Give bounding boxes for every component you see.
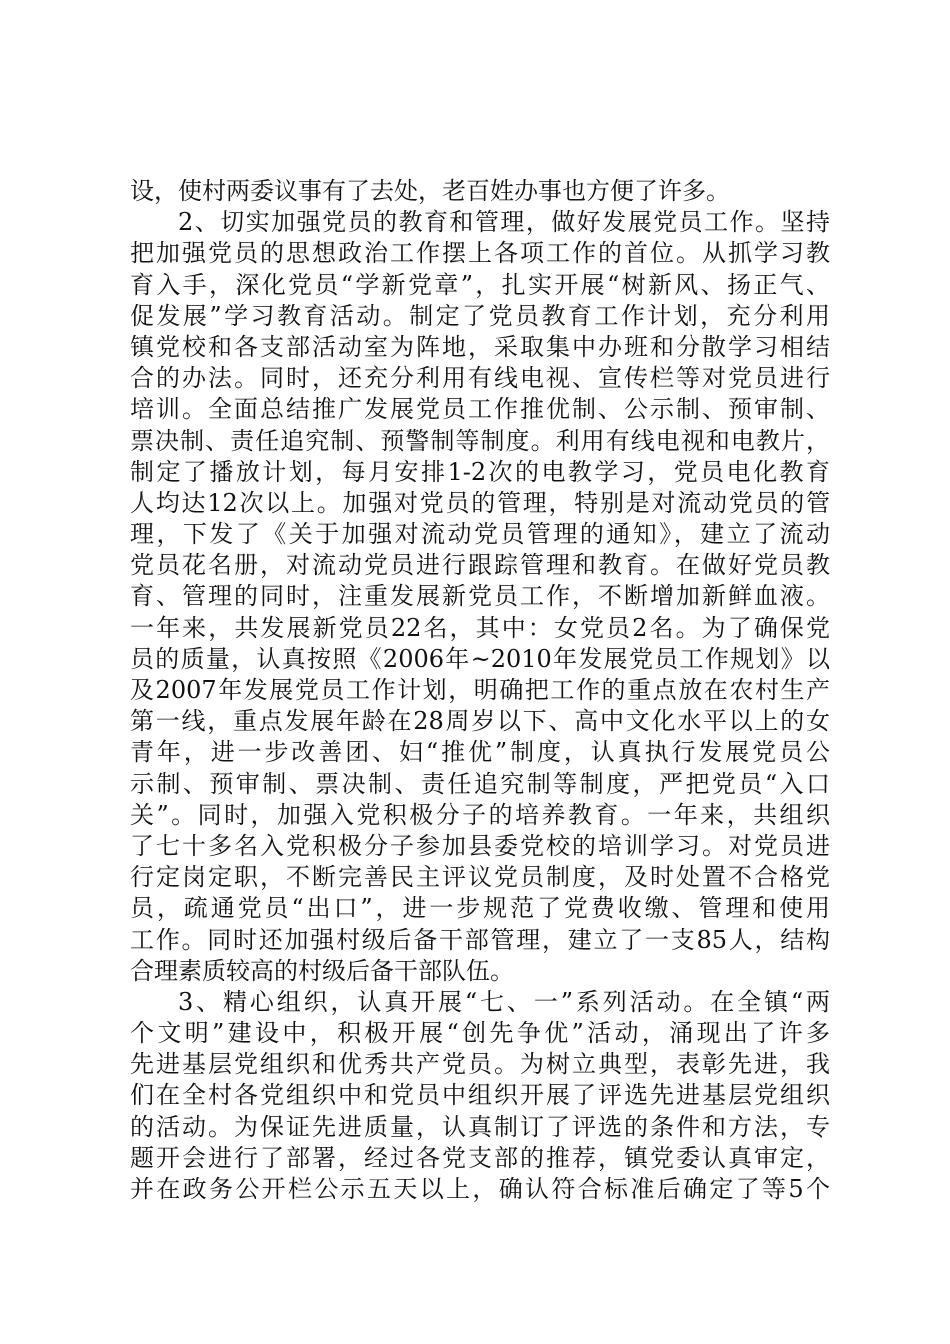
text-line: 并在政务公开栏公示五天以上，确认符合标准后确定了等5个 — [130, 1175, 830, 1203]
text-line: 员，疏通党员“出口”，进一步规范了党费收缴、管理和使用 — [130, 894, 830, 923]
text-line: 第一线，重点发展年龄在28周岁以下、高中文化水平以上的女 — [130, 707, 830, 736]
text-line: 一年来，共发展新党员22名，其中：女党员2名。为了确保党 — [130, 613, 830, 642]
text-line: 的活动。为保证先进质量，认真制订了评选的条件和方法，专 — [130, 1112, 830, 1141]
text-line: 育入手，深化党员“学新党章”，扎实开展“树新风、扬正气、 — [130, 270, 830, 299]
text-line: 示制、预审制、票决制、责任追究制等制度，严把党员“入口 — [130, 769, 830, 798]
text-line: 培训。全面总结推广发展党员工作推优制、公示制、预审制、 — [130, 395, 830, 424]
text-line: 先进基层党组织和优秀共产党员。为树立典型，表彰先进，我 — [130, 1050, 830, 1079]
text-line: 2、切实加强党员的教育和管理，做好发展党员工作。坚持 — [178, 208, 830, 237]
text-line: 设，使村两委议事有了去处，老百姓办事也方便了许多。 — [130, 177, 730, 205]
text-line: 关”。同时，加强入党积极分子的培养教育。一年来，共组织 — [130, 800, 830, 829]
text-line: 们在全村各党组织中和党员中组织开展了评选先进基层党组织 — [130, 1081, 830, 1110]
text-line: 青年，进一步改善团、妇“推优”制度，认真执行发展党员公 — [130, 738, 830, 767]
text-line: 镇党校和各支部活动室为阵地，采取集中办班和分散学习相结 — [130, 332, 830, 361]
text-line: 个文明”建设中，积极开展“创先争优”活动，涌现出了许多 — [130, 1019, 830, 1048]
text-line: 把加强党员的思想政治工作摆上各项工作的首位。从抓学习教 — [130, 239, 830, 268]
text-line: 题开会进行了部署，经过各党支部的推荐，镇党委认真审定， — [130, 1143, 830, 1172]
text-line: 理，下发了《关于加强对流动党员管理的通知》，建立了流动 — [130, 520, 830, 549]
text-line: 员的质量，认真按照《2006年~2010年发展党员工作规划》以 — [130, 644, 830, 673]
text-line: 促发展”学习教育活动。制定了党员教育工作计划，充分利用 — [130, 301, 830, 330]
document-body — [130, 176, 830, 1205]
text-line: 行定岗定职，不断完善民主评议党员制度，及时处置不合格党 — [130, 863, 830, 892]
text-line: 党员花名册，对流动党员进行跟踪管理和教育。在做好党员教 — [130, 551, 830, 580]
text-line: 及2007年发展党员工作计划，明确把工作的重点放在农村生产 — [130, 676, 830, 704]
text-line: 人均达12次以上。加强对党员的管理，特别是对流动党员的管 — [130, 488, 830, 517]
text-line: 制定了播放计划，每月安排1-2次的电教学习，党员电化教育 — [130, 457, 830, 486]
text-line: 票决制、责任追究制、预警制等制度。利用有线电视和电教片， — [130, 426, 830, 455]
text-line: 3、精心组织，认真开展“七、一”系列活动。在全镇“两 — [178, 987, 830, 1016]
text-line: 工作。同时还加强村级后备干部管理，建立了一支85人，结构 — [130, 925, 830, 954]
text-line: 育、管理的同时，注重发展新党员工作，不断增加新鲜血液。 — [130, 582, 830, 611]
text-line: 了七十多名入党积极分子参加县委党校的培训学习。对党员进 — [130, 831, 830, 860]
text-line: 合的办法。同时，还充分利用有线电视、宣传栏等对党员进行 — [130, 364, 830, 393]
text-line: 合理素质较高的村级后备干部队伍。 — [130, 956, 514, 985]
